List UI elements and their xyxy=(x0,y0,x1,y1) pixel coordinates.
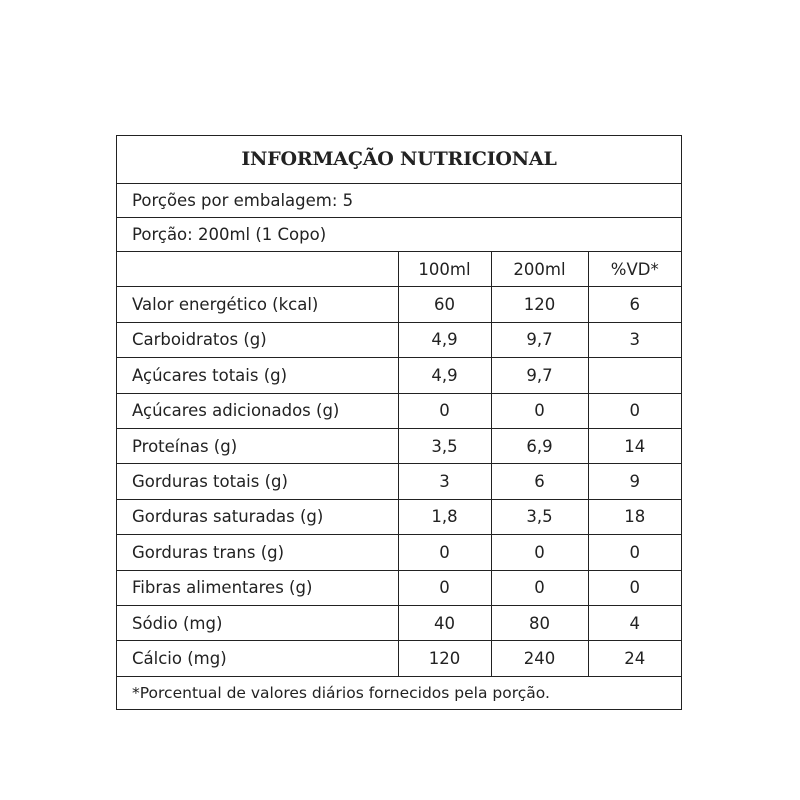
table-row xyxy=(117,499,681,534)
nutrient-name: Gorduras saturadas (g) xyxy=(117,499,398,534)
daily-value-percent: 3 xyxy=(588,322,681,357)
table-row xyxy=(117,464,681,499)
value-200ml: 0 xyxy=(491,570,588,605)
value-100ml: 0 xyxy=(398,570,491,605)
value-100ml: 120 xyxy=(398,641,491,676)
value-200ml: 6,9 xyxy=(491,428,588,463)
table-row xyxy=(117,570,681,605)
table-row xyxy=(117,535,681,570)
column-header-daily-value: %VD* xyxy=(588,252,681,287)
servings-per-package: Porções por embalagem: 5 xyxy=(117,184,681,218)
serving-size: Porção: 200ml (1 Copo) xyxy=(117,218,681,252)
nutrient-name: Proteínas (g) xyxy=(117,428,398,463)
table-row xyxy=(117,287,681,322)
value-200ml: 80 xyxy=(491,605,588,640)
label-title: INFORMAÇÃO NUTRICIONAL xyxy=(117,136,681,184)
daily-value-percent: 0 xyxy=(588,570,681,605)
nutrient-name: Fibras alimentares (g) xyxy=(117,570,398,605)
value-100ml: 4,9 xyxy=(398,358,491,393)
nutrient-name: Carboidratos (g) xyxy=(117,322,398,357)
table-row xyxy=(117,393,681,428)
table-row xyxy=(117,641,681,676)
value-200ml: 120 xyxy=(491,287,588,322)
value-100ml: 40 xyxy=(398,605,491,640)
table-row xyxy=(117,322,681,357)
nutrient-name: Açúcares totais (g) xyxy=(117,358,398,393)
daily-value-percent: 0 xyxy=(588,393,681,428)
value-200ml: 9,7 xyxy=(491,358,588,393)
value-200ml: 6 xyxy=(491,464,588,499)
value-100ml: 3,5 xyxy=(398,428,491,463)
daily-value-percent: 4 xyxy=(588,605,681,640)
value-100ml: 0 xyxy=(398,535,491,570)
daily-value-percent: 6 xyxy=(588,287,681,322)
value-100ml: 4,9 xyxy=(398,322,491,357)
value-200ml: 3,5 xyxy=(491,499,588,534)
nutrition-facts-label xyxy=(116,135,682,710)
column-header-nutrient xyxy=(117,252,398,287)
value-100ml: 0 xyxy=(398,393,491,428)
nutrient-name: Sódio (mg) xyxy=(117,605,398,640)
value-200ml: 240 xyxy=(491,641,588,676)
daily-value-percent: 9 xyxy=(588,464,681,499)
value-200ml: 0 xyxy=(491,393,588,428)
nutrient-name: Açúcares adicionados (g) xyxy=(117,393,398,428)
table-row xyxy=(117,358,681,393)
value-200ml: 0 xyxy=(491,535,588,570)
column-header-100ml: 100ml xyxy=(398,252,491,287)
daily-value-percent: 0 xyxy=(588,535,681,570)
nutrient-name: Gorduras trans (g) xyxy=(117,535,398,570)
value-100ml: 3 xyxy=(398,464,491,499)
table-row xyxy=(117,605,681,640)
nutrition-table xyxy=(117,252,681,677)
nutrient-name: Gorduras totais (g) xyxy=(117,464,398,499)
nutrient-name: Cálcio (mg) xyxy=(117,641,398,676)
daily-value-percent xyxy=(588,358,681,393)
daily-value-percent: 24 xyxy=(588,641,681,676)
value-100ml: 1,8 xyxy=(398,499,491,534)
value-100ml: 60 xyxy=(398,287,491,322)
table-row xyxy=(117,428,681,463)
footnote: *Porcentual de valores diários fornecidos pela porção. xyxy=(132,683,550,702)
table-header-row xyxy=(117,252,681,287)
value-200ml: 9,7 xyxy=(491,322,588,357)
daily-value-percent: 14 xyxy=(588,428,681,463)
nutrient-name: Valor energético (kcal) xyxy=(117,287,398,322)
daily-value-percent: 18 xyxy=(588,499,681,534)
column-header-200ml: 200ml xyxy=(491,252,588,287)
